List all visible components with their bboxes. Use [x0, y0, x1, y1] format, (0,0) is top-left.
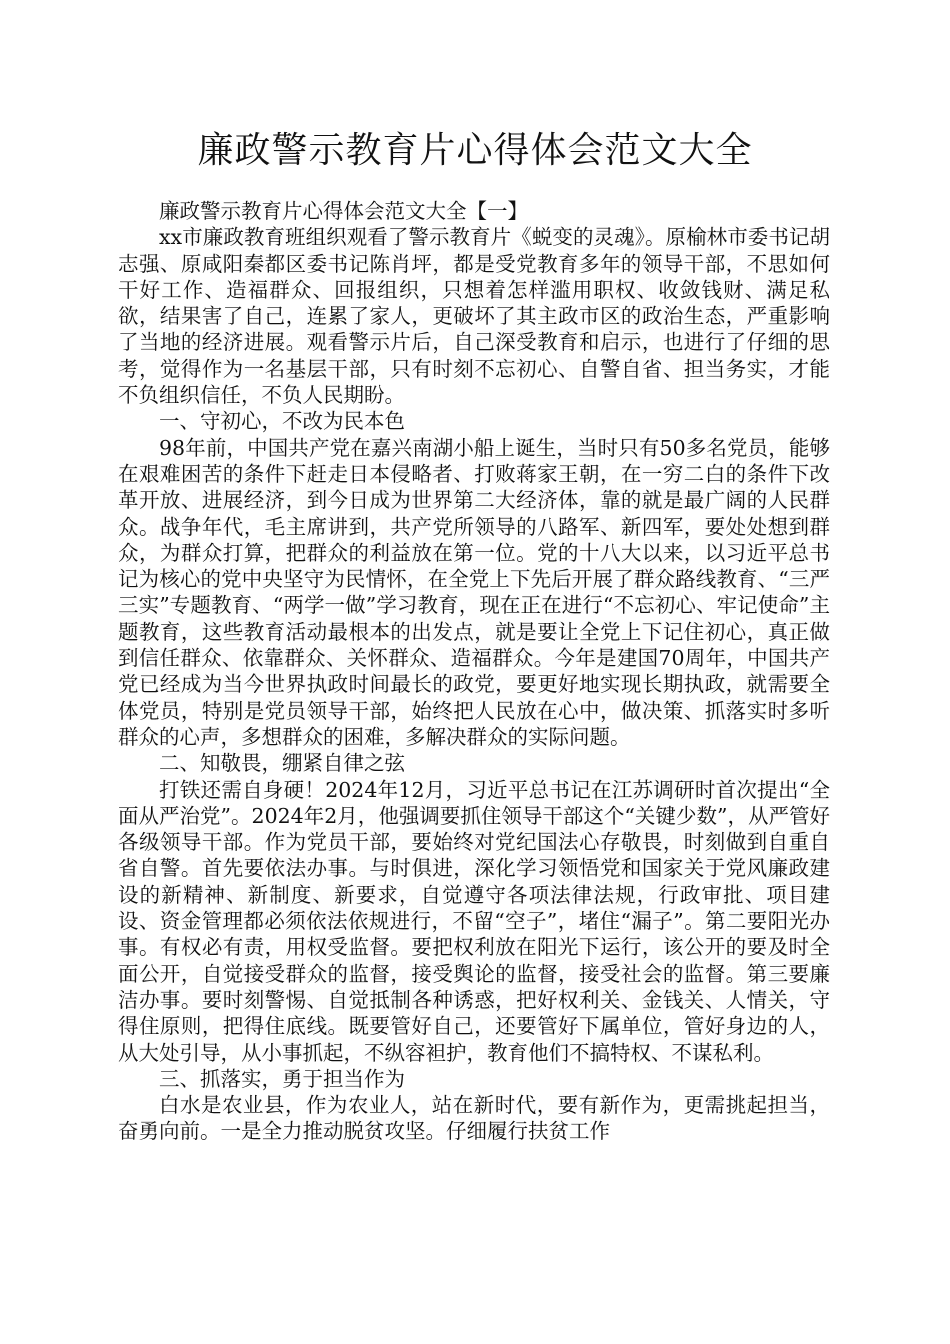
document-body	[118, 198, 830, 1145]
document-title: 廉政警示教育片心得体会范文大全	[197, 130, 753, 171]
heading-1: 一、守初心，不改为民本色	[159, 409, 405, 434]
paragraph-intro: xx市廉政教育班组织观看了警示教育片《蜕变的灵魂》。原榆林市委书记胡志强、原咸阳秦都区委书记陈肖坪，都是受党教育多年的领导干部，不思如何干好工作、造福群众、回报组织，只想着怎样滥用职权、收敛钱财、满足私欲，结果害了自己，连累了家人，更破坏了其主政市区的政治生态，严重影响了当地的经济进展。观看警示片后，自己深受教育和启示，也进行了仔细的思考，觉得作为一名基层干部，只有时刻不忘初心、自警自省、担当务实，才能不负组织信任，不负人民期盼。	[118, 225, 830, 408]
section-label: 廉政警示教育片心得体会范文大全【一】	[159, 199, 528, 223]
paragraph-3: 白水是农业县，作为农业人，站在新时代，要有新作为，更需挑起担当，奋勇向前。一是全力推动脱贫攻坚。仔细履行扶贫工作	[118, 1093, 830, 1144]
heading-3: 三、抓落实，勇于担当作为	[159, 1066, 405, 1091]
heading-2: 二、知敬畏，绷紧自律之弦	[159, 751, 405, 776]
paragraph-1: 98年前，中国共产党在嘉兴南湖小船上诞生，当时只有50多名党员，能够在艰难困苦的条件下赶走日本侵略者、打败蒋家王朝，在一穷二白的条件下改革开放、进展经济，到今日成为世界第二大经济体，靠的就是最广阔的人民群众。战争年代，毛主席讲到，共产党所领导的八路军、新四军，要处处想到群众，为群众打算，把群众的利益放在第一位。党的十八大以来，以习近平总书记为核心的党中央坚守为民情怀，在全党上下先后开展了群众路线教育、“三严三实”专题教育、“两学一做”学习教育，现在正在进行“不忘初心、牢记使命”主题教育，这些教育活动最根本的出发点，就是要让全党上下记住初心，真正做到信任群众、依靠群众、关怀群众、造福群众。今年是建国70周年，中国共产党已经成为当今世界执政时间最长的政党，要更好地实现长期执政，就需要全体党员，特别是党员领导干部，始终把人民放在心中，做决策、抓落实时多听群众的心声，多想群众的困难，多解决群众的实际问题。	[118, 435, 830, 749]
paragraph-2: 打铁还需自身硬！2024年12月，习近平总书记在江苏调研时首次提出“全面从严治党”。2024年2月，他强调要抓住领导干部这个“关键少数”，从严管好各级领导干部。作为党员干部，要始终对党纪国法心存敬畏，时刻做到自重自省自警。首先要依法办事。与时俱进，深化学习领悟党和国家关于党风廉政建设的新精神、新制度、新要求，自觉遵守各项法律法规，行政审批、项目建设、资金管理都必须依法依规进行，不留“空子”，堵住“漏子”。第二要阳光办事。有权必有责，用权受监督。要把权利放在阳光下运行，该公开的要及时全面公开，自觉接受群众的监督，接受舆论的监督，接受社会的监督。第三要廉洁办事。要时刻警惕、自觉抵制各种诱惑，把好权利关、金钱关、人情关，守得住原则，把得住底线。既要管好自己，还要管好下属单位，管好身边的人，从大处引导，从小事抓起，不纵容袒护，教育他们不搞特权、不谋私利。	[118, 777, 830, 1065]
